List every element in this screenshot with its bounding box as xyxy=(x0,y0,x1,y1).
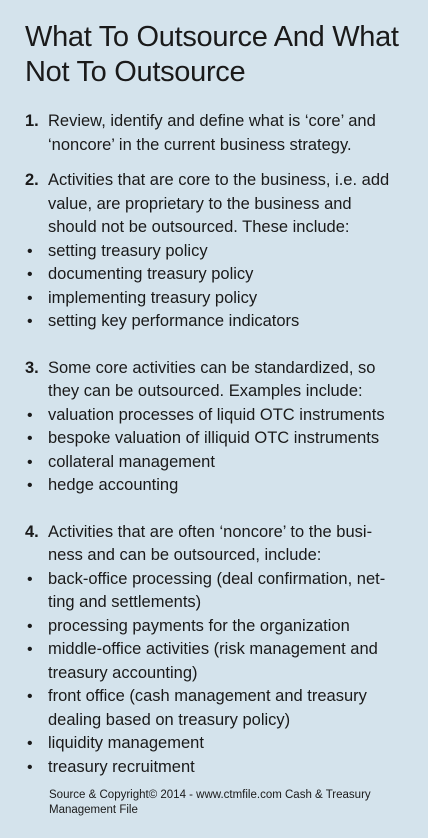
bullet-icon: • xyxy=(27,289,33,307)
bullet-item xyxy=(25,474,410,498)
bullet-icon: • xyxy=(27,758,33,776)
bullet-text-line: front office (cash management and treasury xyxy=(48,687,367,705)
section-spacer xyxy=(25,498,410,521)
bullet-list xyxy=(25,404,410,498)
bullet-item xyxy=(25,310,410,334)
source-credit xyxy=(49,788,409,818)
source-line-1: Source & Copyright© 2014 - www.ctmfile.com Cash & Treasury xyxy=(49,789,371,801)
bullet-text-line: treasury recruitment xyxy=(48,757,195,776)
item-number: 1. xyxy=(25,112,39,130)
bullet-text-line: setting treasury policy xyxy=(48,241,208,260)
section-3 xyxy=(25,357,410,498)
bullet-item xyxy=(25,427,410,451)
bullet-icon: • xyxy=(27,313,33,330)
bullet-text-line: middle-office activities (risk management and xyxy=(48,640,378,658)
bullet-icon: • xyxy=(27,477,33,494)
bullet-text-line: ting and settlements) xyxy=(48,593,202,611)
bullet-icon: • xyxy=(27,430,33,447)
bullet-item xyxy=(25,240,410,264)
section-1 xyxy=(25,110,410,157)
item-text-line: Activities that are core to the business, i.e. add xyxy=(48,171,390,189)
bullet-text-line: collateral management xyxy=(48,452,215,471)
title-line-2: Not To Outsource xyxy=(25,56,246,88)
item-text-line: value, are proprietary to the business and xyxy=(48,194,352,213)
bullet-icon: • xyxy=(27,617,33,635)
bullet-icon: • xyxy=(27,641,33,658)
bullet-item xyxy=(25,756,410,780)
section-spacer xyxy=(25,157,410,169)
title-line-1: What To Outsource And What xyxy=(25,21,399,53)
item-text-line: they can be outsourced. Examples include: xyxy=(48,382,363,400)
bullet-text-line: bespoke valuation of illiquid OTC instruments xyxy=(48,429,380,447)
bullet-item xyxy=(25,568,410,615)
source-line-2: Management File xyxy=(49,804,138,816)
bullet-text-line: liquidity management xyxy=(48,734,204,752)
bullet-text-line: treasury accounting) xyxy=(48,663,198,682)
bullet-text-line: implementing treasury policy xyxy=(48,288,258,307)
numbered-item xyxy=(25,110,410,157)
bullet-icon: • xyxy=(27,242,33,260)
item-text-line: Activities that are often ‘noncore’ to the busi- xyxy=(48,522,373,541)
bullet-item xyxy=(25,287,410,311)
item-number: 2. xyxy=(25,171,39,189)
bullet-icon: • xyxy=(27,688,33,705)
item-text-line: Some core activities can be standardized, so xyxy=(48,358,376,377)
section-spacer xyxy=(25,334,410,357)
section-4 xyxy=(25,521,410,780)
item-text-line: should not be outsourced. These include: xyxy=(48,218,350,236)
bullet-icon: • xyxy=(27,406,33,424)
item-number: 3. xyxy=(25,358,39,377)
bullet-item xyxy=(25,685,410,732)
bullet-item xyxy=(25,451,410,475)
numbered-item xyxy=(25,521,410,568)
bullet-icon: • xyxy=(27,453,33,471)
bullet-text-line: hedge accounting xyxy=(48,476,179,494)
bullet-list xyxy=(25,240,410,334)
bullet-item xyxy=(25,732,410,756)
numbered-item xyxy=(25,357,410,404)
numbered-item xyxy=(25,169,410,240)
item-text-line: Review, identify and define what is ‘core’ and xyxy=(48,112,376,130)
bullet-text-line: valuation processes of liquid OTC instruments xyxy=(48,405,385,424)
bullet-text-line: documenting treasury policy xyxy=(48,265,254,283)
panel-title xyxy=(25,20,410,90)
bullet-item xyxy=(25,404,410,428)
bullet-icon: • xyxy=(27,570,33,588)
bullet-text-line: dealing based on treasury policy) xyxy=(48,710,291,729)
bullet-icon: • xyxy=(27,735,33,752)
bullet-icon: • xyxy=(27,266,33,283)
bullet-item xyxy=(25,638,410,685)
item-number: 4. xyxy=(25,522,39,541)
item-text-line: ‘noncore’ in the current business strategy. xyxy=(48,135,352,154)
bullet-list xyxy=(25,568,410,780)
section-2 xyxy=(25,169,410,334)
bullet-item xyxy=(25,615,410,639)
item-text-line: ness and can be outsourced, include: xyxy=(48,546,322,564)
bullet-text-line: back-office processing (deal confirmation, net- xyxy=(48,569,386,588)
bullet-item xyxy=(25,263,410,287)
sections-list xyxy=(25,110,410,779)
bullet-text-line: setting key performance indicators xyxy=(48,312,300,330)
bullet-text-line: processing payments for the organization xyxy=(48,616,350,635)
